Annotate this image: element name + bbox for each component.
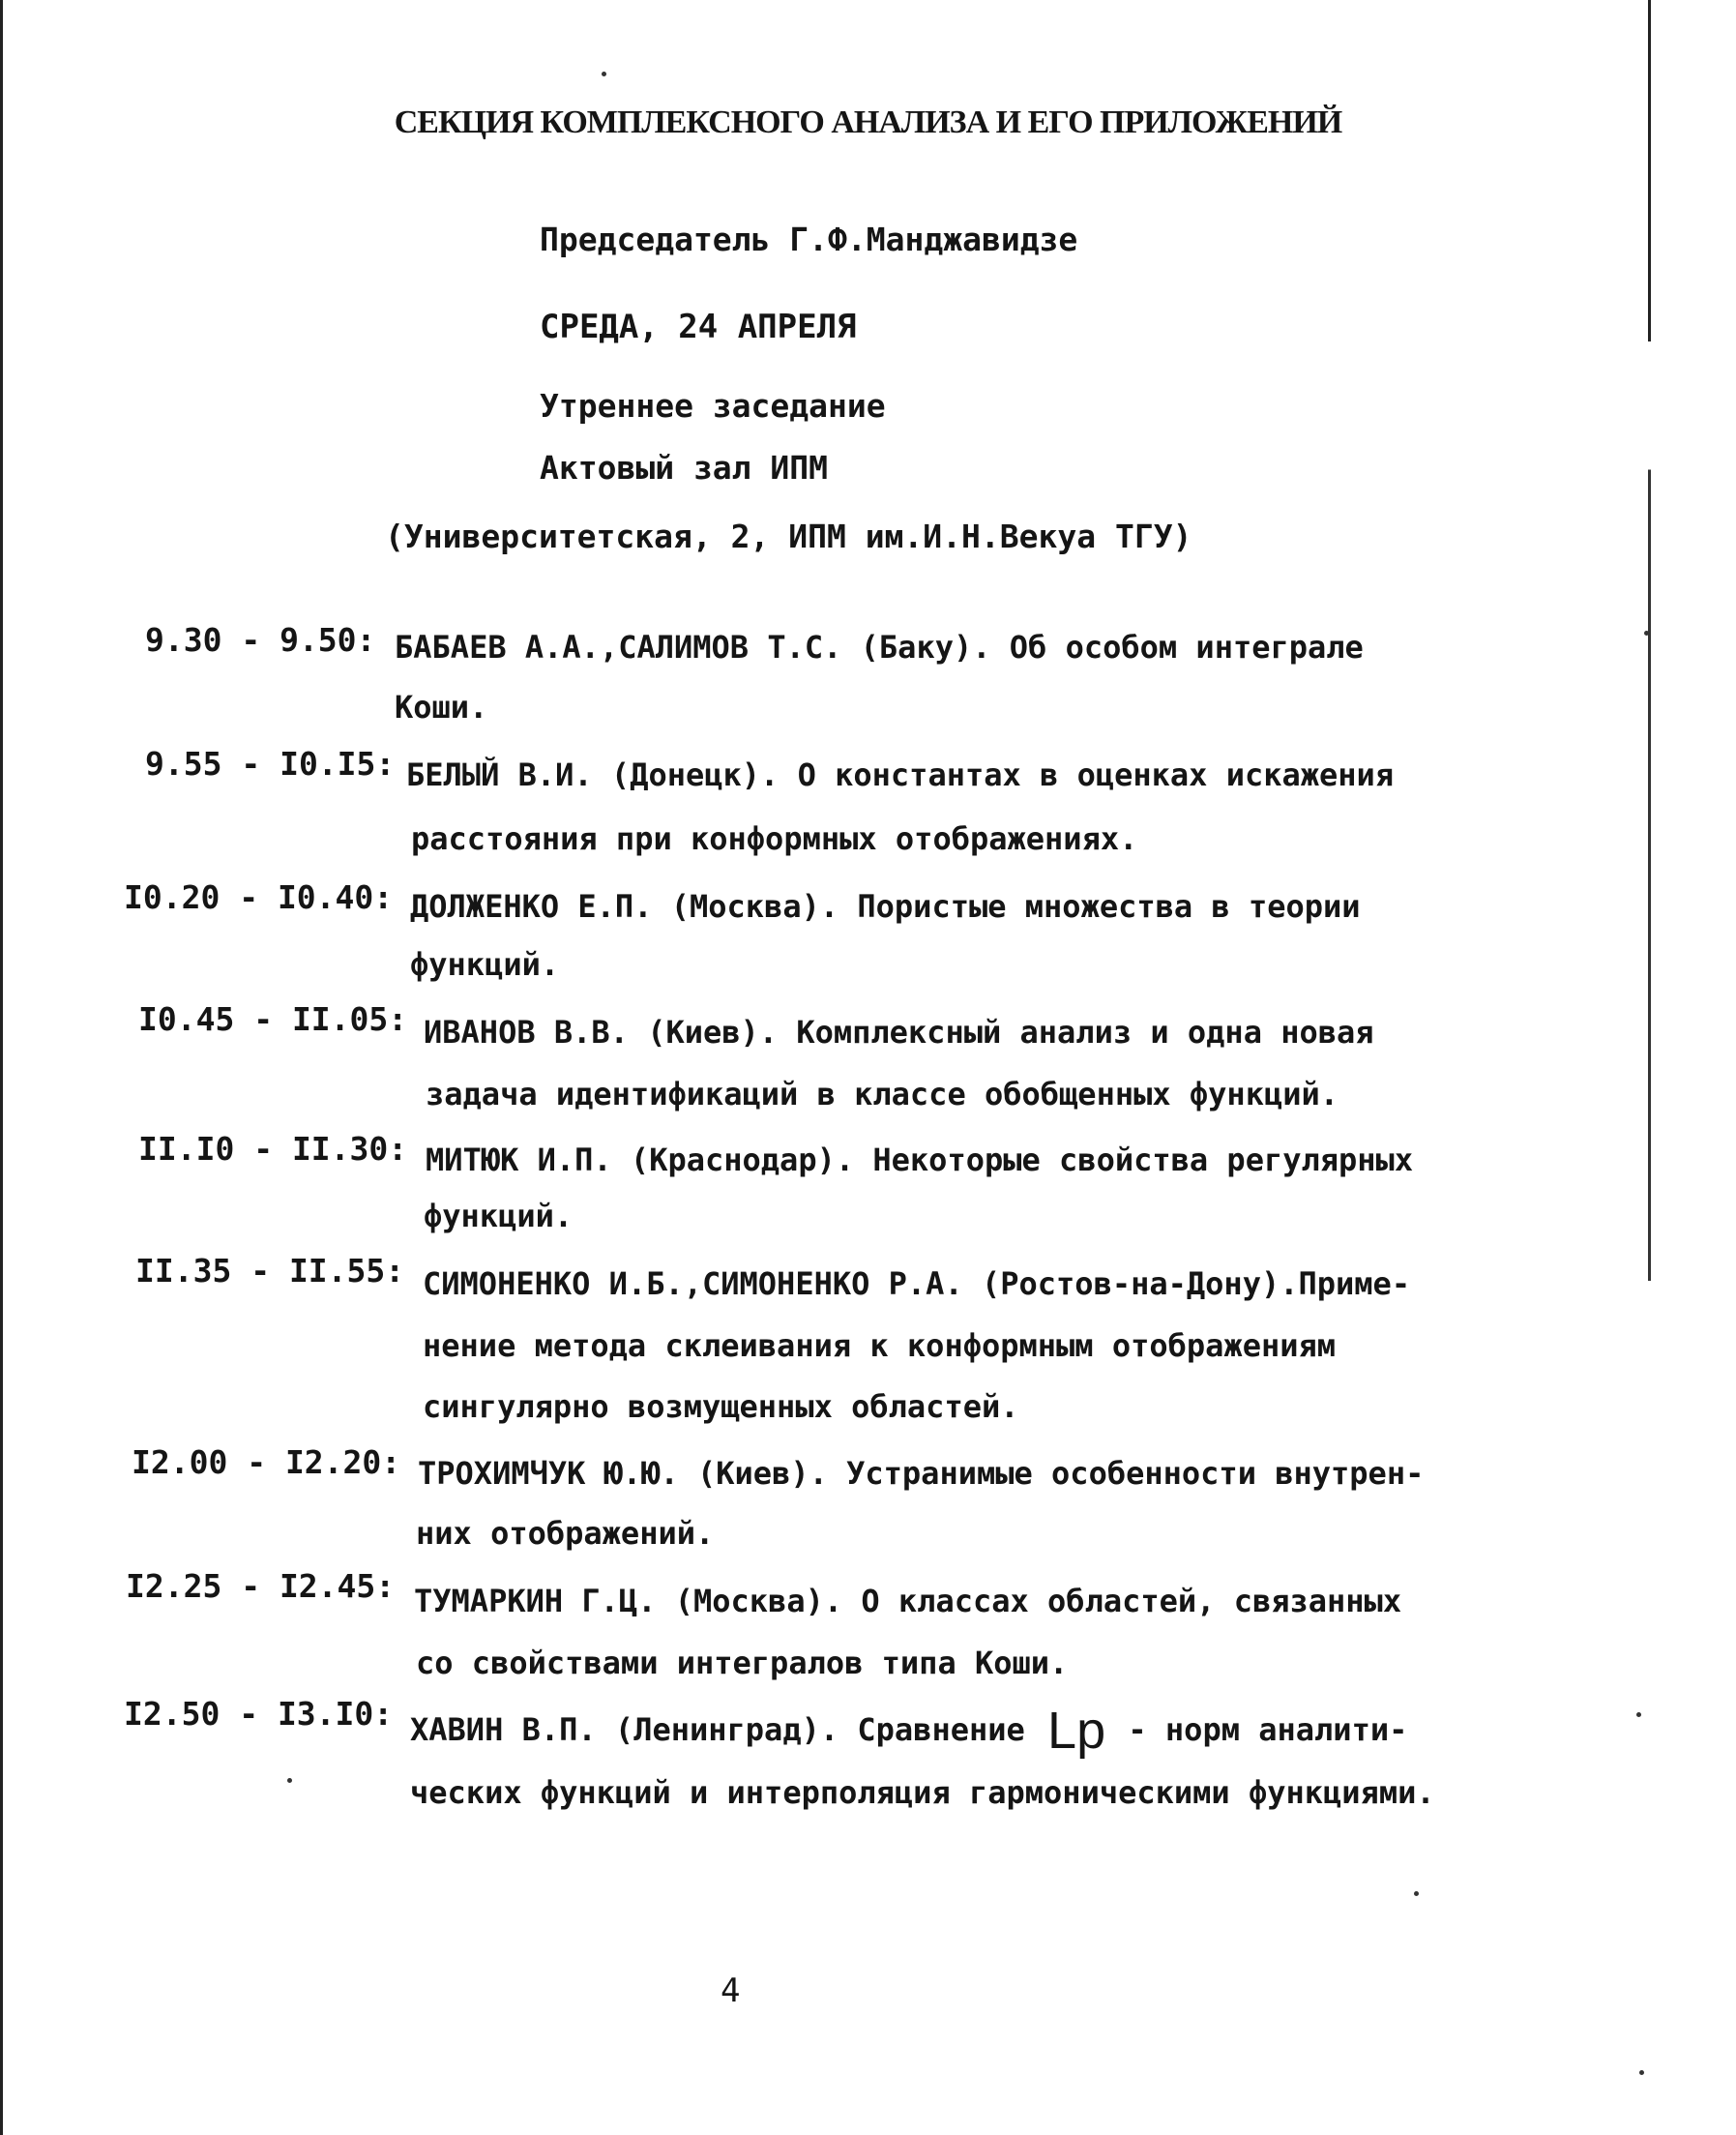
entry-text: задача идентификаций в классе обобщенных функций. [426,1076,1339,1112]
scan-speck [1636,1712,1641,1717]
session-name: Утреннее заседание [540,387,886,425]
entry-text: БАБАЕВ А.А.,САЛИМОВ Т.С. (Баку). Об особом интеграле [395,629,1364,666]
entry-time: I2.25 - I2.45: [126,1567,396,1605]
entry-time: I2.00 - I2.20: [132,1443,401,1481]
entry-time: I0.45 - II.05: [138,1000,408,1038]
entry-text: сингулярно возмущенных областей. [423,1388,1019,1425]
entry-text-part: ХАВИН В.П. (Ленинград). Сравнение [410,1711,1025,1748]
entry-text: них отображений. [416,1515,715,1552]
hall-address: (Университетская, 2, ИПМ им.И.Н.Векуа ТГУ) [385,518,1192,555]
entry-text: функций. [410,946,560,983]
entry-text: ДОЛЖЕНКО Е.П. (Москва). Пористые множества в теории [410,888,1361,925]
entry-text: ческих функций и интерполяция гармоническими функциями. [410,1774,1435,1811]
section-heading: СЕКЦИЯ КОМПЛЕКСНОГО АНАЛИЗА И ЕГО ПРИЛОЖЕНИЙ [394,104,1342,140]
entry-time: II.I0 - II.30: [138,1130,408,1168]
entry-text-with-symbol [410,1702,1408,1760]
entry-text: МИТЮК И.П. (Краснодар). Некоторые свойства регулярных [426,1142,1414,1178]
entry-text: СИМОНЕНКО И.Б.,СИМОНЕНКО Р.А. (Ростов-на-Дону).Приме- [423,1265,1411,1302]
entry-text: БЕЛЫЙ В.И. (Донецк). О константах в оценках искажения [406,756,1395,793]
entry-text: нение метода склеивания к конформным отображениям [423,1327,1337,1364]
entry-time: 9.30 - 9.50: [145,621,376,659]
entry-text: со свойствами интегралов типа Коши. [416,1645,1069,1681]
entry-text: ТРОХИМЧУК Ю.Ю. (Киев). Устранимые особенности внутрен- [418,1455,1425,1492]
entry-time: 9.55 - I0.I5: [145,745,396,783]
entry-text: ИВАНОВ В.В. (Киев). Комплексный анализ и одна новая [424,1014,1374,1051]
entry-time: I0.20 - I0.40: [124,878,394,916]
scan-speck [287,1778,292,1783]
scan-speck [1414,1891,1419,1896]
page-number: 4 [721,1972,741,2010]
entry-text: расстояния при конформных отображениях. [411,820,1138,857]
entry-text-part: - норм аналити- [1128,1711,1408,1748]
entry-text: ТУМАРКИН Г.Ц. (Москва). О классах областей, связанных [414,1583,1402,1619]
scan-edge-right [1648,0,1651,2135]
scan-speck [1639,2070,1644,2075]
chairman-line: Председатель Г.Ф.Манджавидзе [540,221,1078,258]
scan-speck [602,72,606,76]
entry-time: I2.50 - I3.I0: [124,1695,394,1733]
scan-edge-left [0,0,3,2135]
hall-name: Актовый зал ИПМ [540,449,829,487]
entry-text: Коши. [395,689,488,726]
entry-text: функций. [424,1198,574,1234]
scan-speck [1644,631,1649,636]
entry-time: II.35 - II.55: [135,1252,405,1290]
session-date: СРЕДА, 24 АПРЕЛЯ [540,308,857,346]
lp-symbol: Lp [1047,1702,1106,1760]
